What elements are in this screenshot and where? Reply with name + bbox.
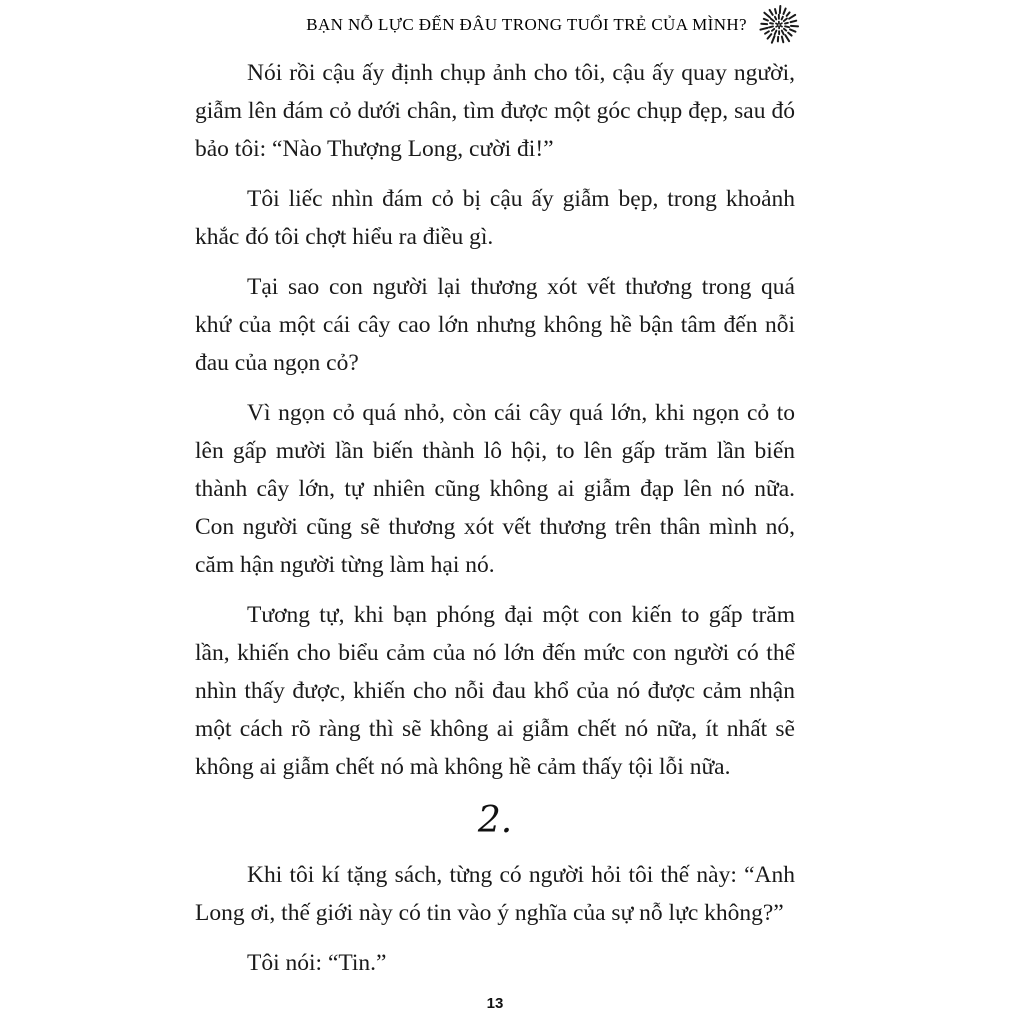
section-number: 2. — [477, 800, 513, 841]
body-text — [195, 54, 795, 994]
paragraph: Tương tự, khi bạn phóng đại một con kiến to gấp trăm lần, khiến cho biểu cảm của nó lớn đến mức con người có thể nhìn thấy được, khiến cho nỗi đau khổ của nó được cảm nhận một cách rõ ràng thì sẽ không ai giẫm chết nó nữa, ít nhất sẽ không ai giẫm chết nó mà không hề cảm thấy tội lỗi nữa. — [195, 602, 795, 780]
paragraph: Vì ngọn cỏ quá nhỏ, còn cái cây quá lớn, khi ngọn cỏ to lên gấp mười lần biến thành lô hội, to lên gấp trăm lần biến thành cây lớn, tự nhiên cũng không ai giẫm đạp lên nó nữa. Con người cũng sẽ thương xót vết thương trên thân mình nó, căm hận người từng làm hại nó. — [195, 400, 795, 578]
paragraph: Nói rồi cậu ấy định chụp ảnh cho tôi, cậu ấy quay người, giẫm lên đám cỏ dưới chân, tìm được một góc chụp đẹp, sau đó bảo tôi: “Nào Thượng Long, cười đi!” — [195, 60, 795, 162]
firework-icon — [756, 4, 802, 46]
page-number: 13 — [486, 995, 504, 1012]
paragraph: Tại sao con người lại thương xót vết thương trong quá khứ của một cái cây cao lớn nhưng không hề bận tâm đến nỗi đau của ngọn cỏ? — [195, 274, 795, 376]
running-header — [150, 4, 802, 46]
paragraph: Tôi liếc nhìn đám cỏ bị cậu ấy giẫm bẹp, trong khoảnh khắc đó tôi chợt hiểu ra điều gì. — [195, 186, 795, 250]
paragraph: Khi tôi kí tặng sách, từng có người hỏi tôi thế này: “Anh Long ơi, thế giới này có tin vào ý nghĩa của sự nỗ lực không?” — [195, 862, 795, 926]
running-header-title: BẠN NỖ LỰC ĐẾN ĐÂU TRONG TUỔI TRẺ CỦA MÌNH? — [306, 15, 747, 34]
paragraph: Tôi nói: “Tin.” — [247, 950, 387, 976]
